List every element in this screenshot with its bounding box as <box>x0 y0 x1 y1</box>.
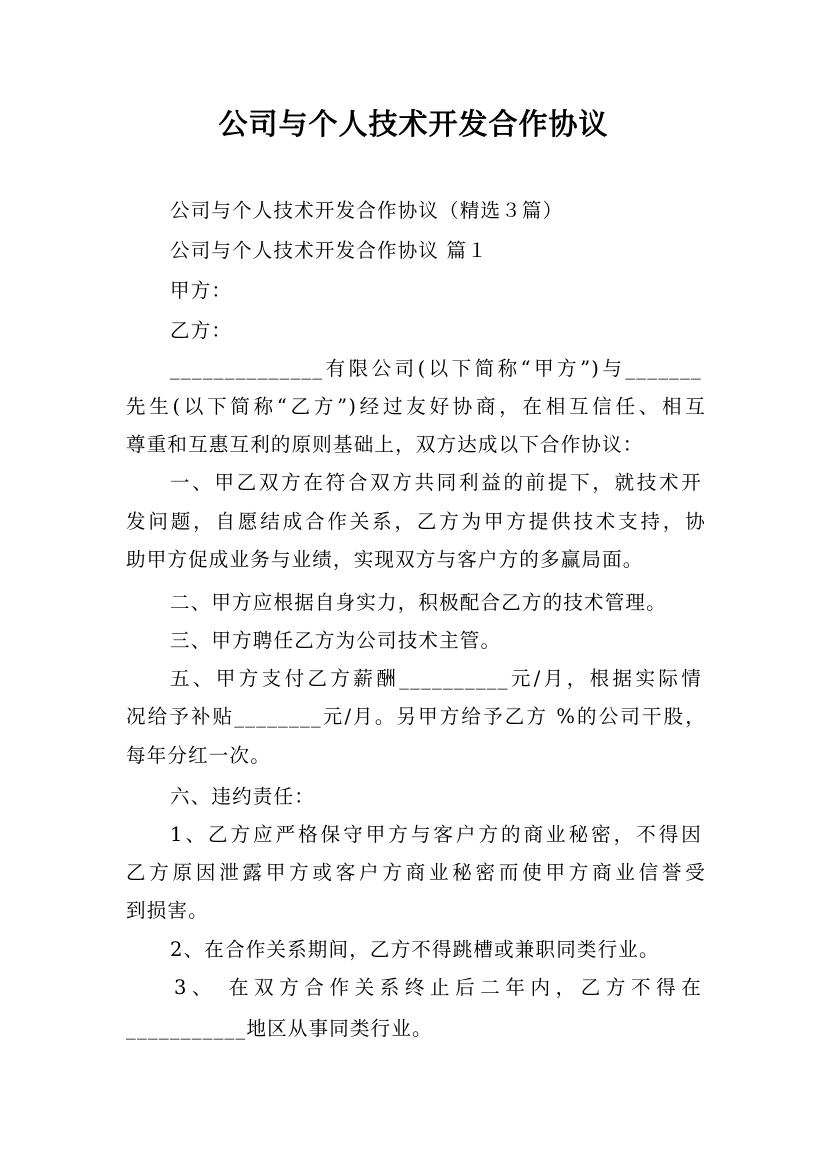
paragraph-line: ___________地区从事同类行业。 <box>126 1017 433 1040</box>
paragraph-line: 况给予补贴________元/月。另甲方给予乙方 %的公司干股， <box>126 705 706 728</box>
paragraph-line: 三、甲方聘任乙方为公司技术主管。 <box>170 629 502 652</box>
paragraph-line: 乙方原因泄露甲方或客户方商业秘密而使甲方商业信誉受 <box>126 861 706 884</box>
document-title: 公司与个人技术开发合作协议 <box>218 107 609 141</box>
paragraph-line: 到损害。 <box>126 899 209 922</box>
paragraph-line: 助甲方促成业务与业绩，实现双方与客户方的多赢局面。 <box>126 548 644 571</box>
paragraph-line: 乙方： <box>170 319 233 342</box>
paragraph-line: 每年分红一次。 <box>126 744 271 767</box>
paragraph-line: 2、在合作关系期间，乙方不得跳槽或兼职同类行业。 <box>170 938 660 961</box>
paragraph-line: 先生(以下简称“乙方”)经过友好协商，在相互信任、相互 <box>126 395 706 418</box>
paragraph-line: 一、甲乙双方在符合双方共同利益的前提下，就技术开 <box>170 471 702 494</box>
paragraph-line: 3、 在双方合作关系终止后二年内，乙方不得在 <box>174 976 702 999</box>
paragraph-line: ______________有限公司(以下简称“甲方”)与_______ <box>170 357 702 380</box>
paragraph-line: 甲方： <box>170 279 233 302</box>
paragraph-line: 公司与个人技术开发合作协议 篇１ <box>170 239 488 262</box>
paragraph-line: 二、甲方应根据自身实力，积极配合乙方的技术管理。 <box>170 591 667 614</box>
paragraph-line: 1、乙方应严格保守甲方与客户方的商业秘密，不得因 <box>170 823 702 846</box>
paragraph-line: 公司与个人技术开发合作协议（精选３篇） <box>170 199 564 222</box>
paragraph-line: 五、甲方支付乙方薪酬__________元/月，根据实际情 <box>170 667 702 690</box>
paragraph-line: 尊重和互惠互利的原则基础上，双方达成以下合作协议： <box>126 433 644 456</box>
paragraph-line: 六、违约责任： <box>170 785 315 808</box>
paragraph-line: 发问题，自愿结成合作关系，乙方为甲方提供技术支持，协 <box>126 510 706 533</box>
